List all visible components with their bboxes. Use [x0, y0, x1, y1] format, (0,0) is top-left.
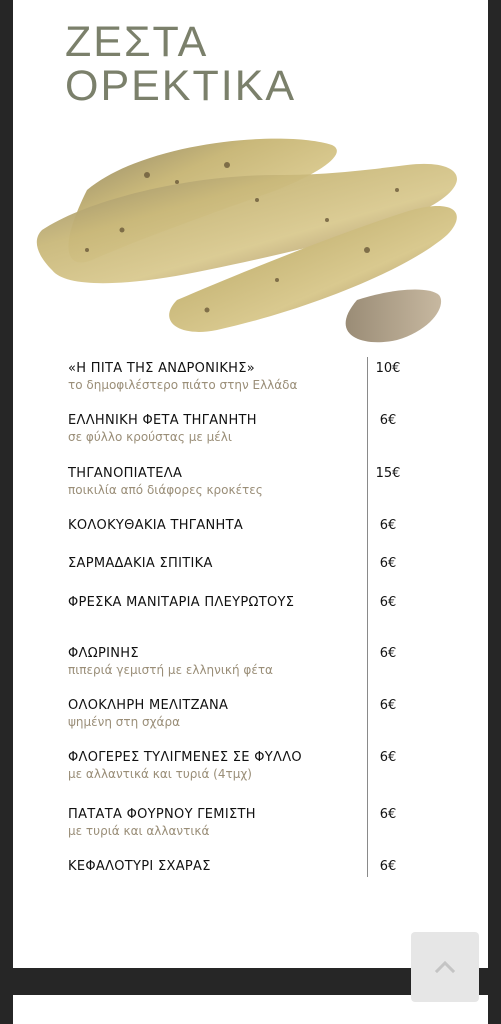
title-line-2: ΟΡΕΚΤΙΚΑ	[65, 62, 297, 110]
menu-item-price: 10€	[375, 361, 401, 376]
hero-food-image	[27, 120, 477, 350]
menu-page	[13, 0, 488, 968]
menu-item-name: «Η ΠΙΤΑ ΤΗΣ ΑΝΔΡΟΝΙΚΗΣ»	[68, 361, 256, 376]
menu-item	[68, 466, 413, 498]
menu-item-name: ΕΛΛΗΝΙΚΗ ΦΕΤΑ ΤΗΓΑΝΗΤΗ	[68, 413, 257, 428]
menu-item-price: 6€	[379, 750, 397, 765]
menu-item	[68, 556, 413, 572]
menu-item-name: ΠΑΤΑΤΑ ΦΟΥΡΝΟΥ ΓΕΜΙΣΤΗ	[68, 807, 256, 822]
menu-item-name: ΟΛΟΚΛΗΡΗ ΜΕΛΙΤΖΑΝΑ	[68, 698, 229, 713]
menu-item-name: ΤΗΓΑΝΟΠΙΑΤΕΛΑ	[68, 466, 183, 481]
menu-item-description: το δημοφιλέστερο πιάτο στην Ελλάδα	[68, 378, 298, 392]
menu-item-description: ποικιλία από διάφορες κροκέτες	[68, 483, 263, 497]
menu-item-name: ΦΡΕΣΚΑ ΜΑΝΙΤΑΡΙΑ ΠΛΕΥΡΩΤΟΥΣ	[68, 595, 295, 610]
menu-item	[68, 518, 413, 534]
page-title	[65, 20, 296, 108]
brush-stroke-4	[346, 290, 441, 343]
chevron-up-icon	[434, 960, 456, 974]
menu-item-name: ΦΛΟΓΕΡΕΣ ΤΥΛΙΓΜΕΝΕΣ ΣΕ ΦΥΛΛΟ	[68, 750, 302, 765]
menu-item	[68, 859, 413, 875]
menu-item-description: με αλλαντικά και τυριά (4τμχ)	[68, 767, 252, 781]
menu-item-price: 6€	[379, 413, 397, 428]
menu-item-name: ΚΟΛΟΚΥΘΑΚΙΑ ΤΗΓΑΝΗΤΑ	[68, 518, 244, 533]
menu-item-price: 6€	[379, 595, 397, 610]
menu-item-name: ΦΛΩΡΙΝΗΣ	[68, 646, 139, 661]
menu-item-price: 6€	[379, 556, 397, 571]
menu-item-price: 6€	[379, 518, 397, 533]
menu-item-description: σε φύλλο κρούστας με μέλι	[68, 430, 232, 444]
menu-item-price: 6€	[379, 859, 397, 874]
menu-item-description: με τυριά και αλλαντικά	[68, 824, 210, 838]
menu-item-price: 6€	[379, 646, 397, 661]
menu-item-price: 6€	[379, 807, 397, 822]
menu-item	[68, 595, 413, 611]
menu-item-price: 15€	[375, 466, 401, 481]
menu-item	[68, 646, 413, 678]
menu-item	[68, 413, 413, 445]
menu-item	[68, 807, 413, 839]
menu-item-price: 6€	[379, 698, 397, 713]
title-line-1: ΖΕΣΤΑ	[65, 18, 209, 66]
menu-item-name: ΣΑΡΜΑΔΑΚΙΑ ΣΠΙΤΙΚΑ	[68, 556, 213, 571]
menu-item-description: ψημένη στη σχάρα	[68, 715, 180, 729]
menu-item	[68, 361, 413, 393]
menu-item-name: ΚΕΦΑΛΟΤΥΡΙ ΣΧΑΡΑΣ	[68, 859, 211, 874]
scroll-to-top-button[interactable]	[411, 932, 479, 1002]
menu-item-description: πιπεριά γεμιστή με ελληνική φέτα	[68, 663, 273, 677]
menu-item	[68, 698, 413, 730]
menu-item	[68, 750, 413, 782]
